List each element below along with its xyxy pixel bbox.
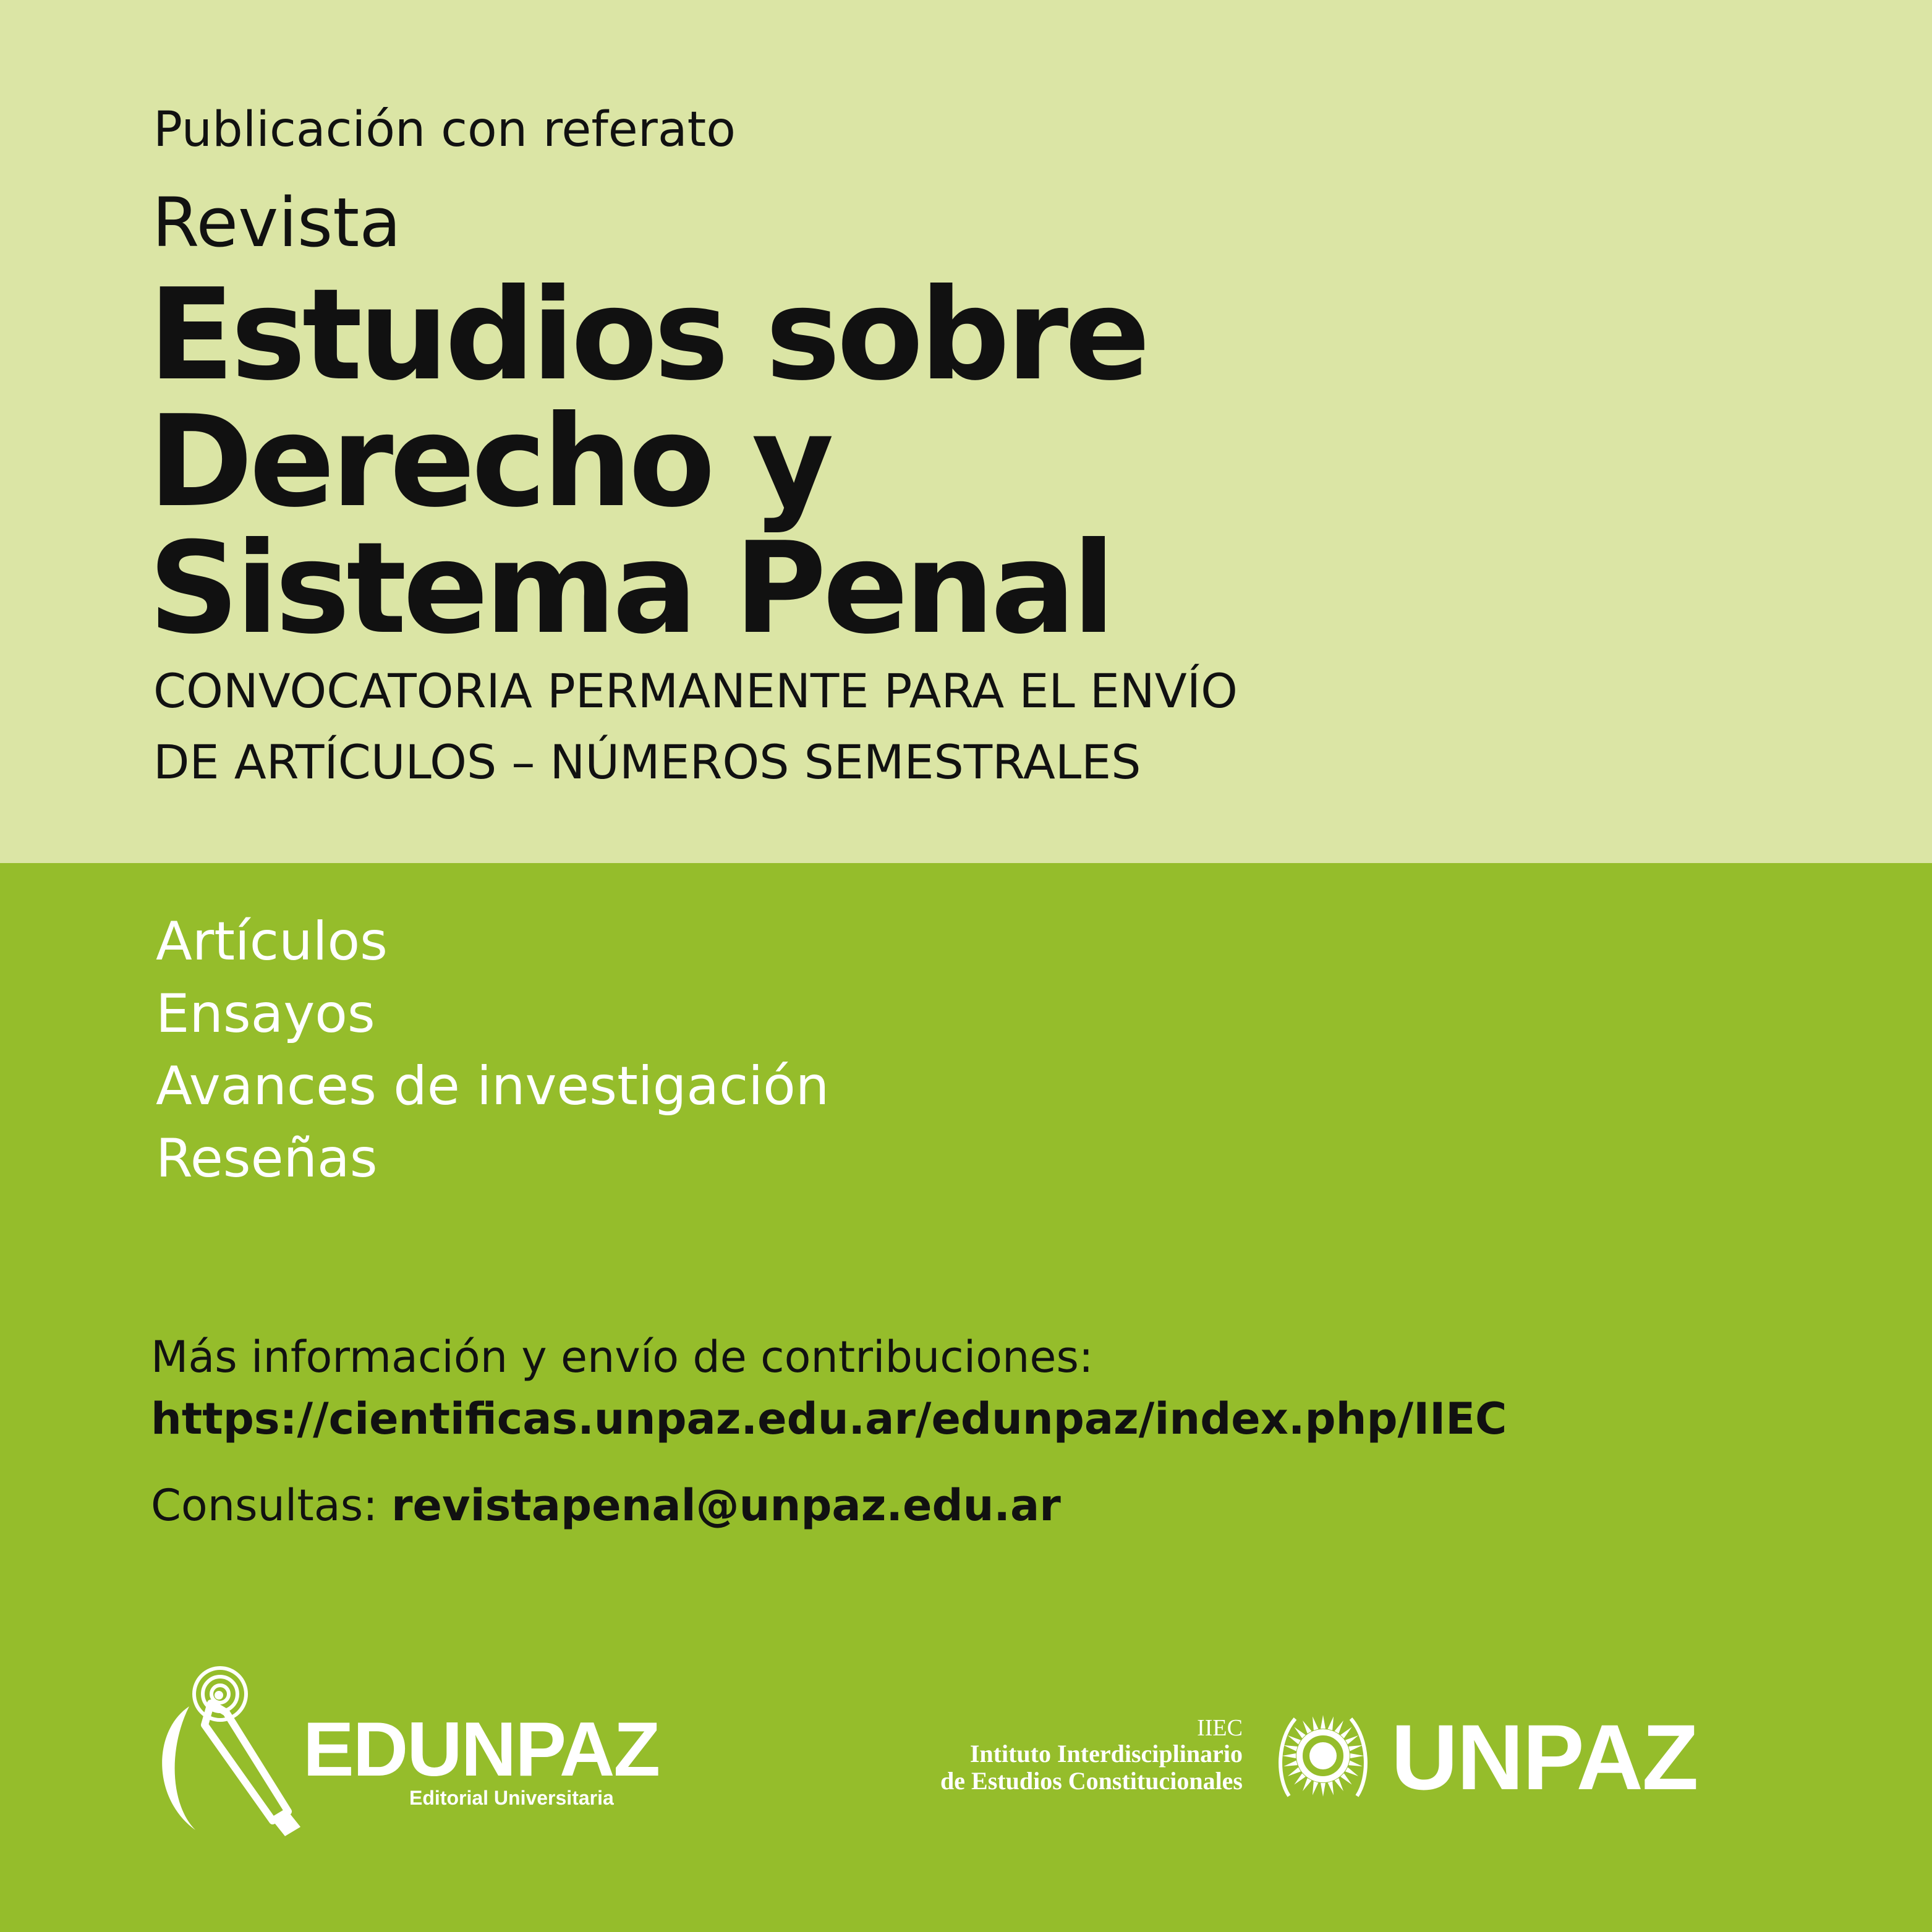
consultas-line	[151, 1475, 1061, 1536]
sun-ray	[1288, 1767, 1301, 1776]
more-info-label: Más información y envío de contribuciones:	[151, 1332, 1094, 1382]
sun-ray	[1328, 1716, 1334, 1730]
sun-ray	[1348, 1745, 1362, 1751]
sun-seal-icon	[1270, 1703, 1376, 1808]
sun-ray	[1348, 1761, 1362, 1767]
edunpaz-subtitle: Editorial Universitaria	[409, 1787, 614, 1809]
title-line: Estudios sobre	[148, 262, 1147, 409]
sun-ray	[1294, 1773, 1305, 1784]
email-link[interactable]: revistapenal@unpaz.edu.ar	[391, 1480, 1061, 1531]
consultas-label: Consultas:	[151, 1480, 378, 1531]
refereed-label: Publicación con referato	[153, 102, 736, 158]
sun-ray	[1288, 1735, 1301, 1745]
iiec-name-line: de Estudios Constitucionales	[940, 1767, 1243, 1795]
sun-ray	[1321, 1715, 1326, 1729]
sun-ray	[1334, 1778, 1343, 1791]
call-line: CONVOCATORIA PERMANENTE PARA EL ENVÍO	[153, 663, 1238, 718]
sun-ray	[1283, 1745, 1297, 1751]
sun-ray	[1283, 1761, 1297, 1767]
sun-ray	[1340, 1727, 1351, 1738]
sun-ray	[1321, 1783, 1326, 1797]
sun-ray	[1313, 1716, 1319, 1730]
submission-types-list	[156, 906, 829, 1195]
list-item: Ensayos	[156, 983, 375, 1045]
unpaz-logo-text: UNPAZ	[1391, 1705, 1698, 1809]
journal-title	[148, 262, 1509, 662]
sun-ray	[1345, 1735, 1358, 1745]
sun-ray	[1328, 1781, 1334, 1795]
iiec-name-line: Intituto Interdisciplinario	[969, 1740, 1243, 1768]
sun-ray	[1303, 1778, 1312, 1791]
list-item: Avances de investigación	[156, 1055, 830, 1117]
sun-ray	[1334, 1721, 1343, 1734]
sun-ray	[1340, 1773, 1351, 1784]
list-item: Artículos	[156, 911, 388, 972]
list-item: Reseñas	[156, 1128, 378, 1189]
iiec-logo	[866, 1716, 1243, 1795]
sun-ray	[1303, 1721, 1312, 1734]
sun-ray	[1350, 1753, 1364, 1758]
edunpaz-logo-text: EDUNPAZ	[303, 1707, 660, 1792]
title-line: Derecho y	[148, 389, 830, 535]
submission-url-link[interactable]: https://cientificas.unpaz.edu.ar/edunpaz/index.php/IIEC	[151, 1394, 1507, 1444]
revista-label: Revista	[152, 183, 401, 262]
iiec-abbr: IIEC	[1197, 1715, 1243, 1741]
sun-ray	[1313, 1781, 1319, 1795]
sun-ray	[1282, 1753, 1296, 1758]
sun-ray	[1294, 1727, 1305, 1738]
sun-ray	[1345, 1767, 1358, 1776]
call-for-papers	[153, 655, 1238, 798]
title-line: Sistema Penal	[148, 516, 1112, 662]
call-line: DE ARTÍCULOS – NÚMEROS SEMESTRALES	[153, 734, 1141, 789]
